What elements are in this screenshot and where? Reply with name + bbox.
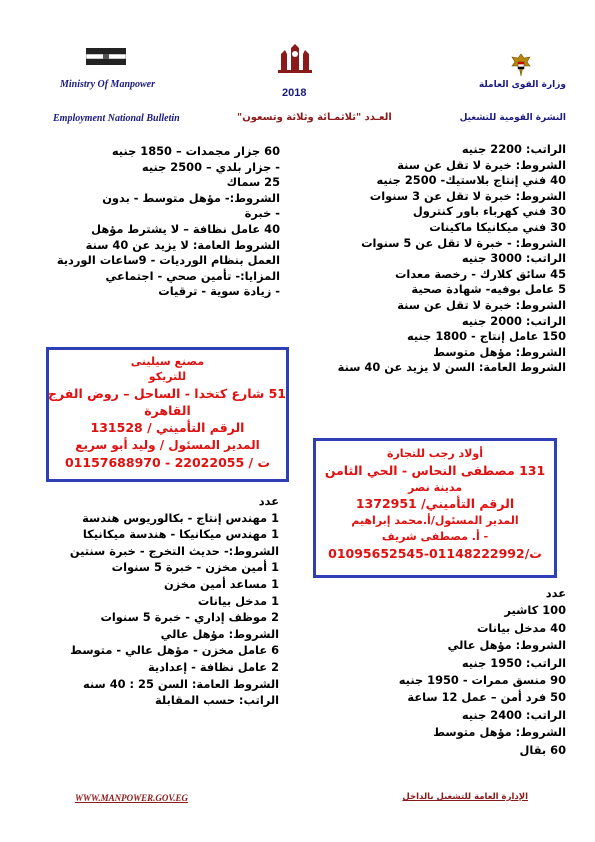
company-title: مصنع سيلينى (130, 355, 205, 368)
flag-logo (86, 46, 126, 66)
list-item: الراتب: حسب المقابلة (155, 693, 279, 708)
company-subtitle: للتريكو (148, 370, 187, 383)
list-item: العمل بنظام الورديات - 9ساعات الوردية (56, 253, 280, 268)
footer-website-link[interactable]: WWW.MANPOWER.GOV.EG (75, 793, 188, 803)
company-phone: ت/01148222992-01095652545 (328, 546, 542, 561)
eagle-emblem-icon (510, 52, 532, 78)
list-item: الشروط:- مؤهل متوسط - بدون (102, 190, 280, 205)
company-manager: المدير المسئول / وليد أبو سريع (75, 438, 260, 452)
company-manager: المدير المسئول/أ.محمد إبراهيم (351, 514, 519, 527)
list-item: الراتب: 3000 جنيه (461, 251, 566, 266)
list-item: الشروط: خبرة لا تقل عن سنة (397, 157, 566, 172)
list-item: 1 مهندس ميكانيكا - هندسة ميكانيكا (82, 527, 279, 542)
list-item: 60 جزار مجمدات – 1850 جنيه (111, 144, 280, 158)
list-item: 60 بقال (519, 742, 566, 757)
footer-department: الإدارة العامة للتشغيل بالداخل (402, 792, 528, 802)
list-item: 2 عامل نظافة - إعدادية (147, 659, 279, 674)
list-item: 100 كاشير (504, 603, 566, 618)
list-item: 40 عامل نظافة – لا يشترط مؤهل (91, 221, 280, 236)
bulletin-name-ar: النشرة القومية للتشغيل (459, 113, 566, 123)
list-item: الشروط: مؤهل متوسط (433, 725, 566, 740)
insurance-number: الرقم التأميني / 131528 (90, 420, 245, 435)
company-box-seliny (46, 347, 289, 482)
list-item: - خبرة (244, 206, 280, 221)
list-item: - زيادة سوية - ترقيات (158, 284, 280, 299)
list-item: 1 مهندس إنتاج - بكالوريوس هندسة (82, 510, 279, 525)
list-item: الشروط العامة: لا يزيد عن 40 سنة (85, 237, 280, 252)
list-item: الشروط: خبرة لا تقل عن سنة (397, 297, 566, 312)
list-item: 6 عامل مخزن - مؤهل عالي - متوسط (70, 643, 279, 658)
company-box-awlad-ragab (313, 438, 557, 578)
list-item: الشروط العامة: السن لا يزيد عن 40 سنة (337, 360, 566, 375)
list-item: الشروط: خبرة لا تقل عن 3 سنوات (369, 188, 566, 203)
company-phone: ت / 22022055 - 01157688970 (64, 455, 271, 470)
list-item: الشروط:- حديث التخرج - خبرة سنتين (69, 543, 279, 558)
bulletin-emblem-icon (275, 40, 315, 74)
list-item: 5 عامل بوفيه- شهادة صحية (411, 282, 566, 297)
right-column-upper (338, 142, 566, 376)
list-item: 150 عامل إنتاج - 1800 جنيه (406, 329, 566, 344)
issue-number: العـدد "ثلاثمـائة وثلاثة وتسعون" (237, 112, 392, 123)
company-city: مدينة نصر (407, 481, 463, 494)
column-header: عدد (258, 494, 279, 508)
list-item: 1 مساعد أمين مخزن (163, 576, 279, 591)
insurance-number: الرقم التأميني/ 1372951 (355, 496, 515, 511)
ministry-name-en: Ministry Of Manpower (60, 79, 156, 90)
list-item: الشروط العامة: السن 25 : 40 سنه (82, 676, 279, 691)
left-column-upper (57, 144, 280, 300)
column-header: عدد (545, 586, 566, 600)
list-item: الراتب: 1950 جنيه (461, 655, 566, 670)
list-item: - جزار بلدي – 2500 جنيه (141, 159, 280, 174)
list-item: الشروط: مؤهل متوسط (433, 344, 566, 359)
company-city: القاهرة (144, 403, 191, 418)
right-column-lower (399, 585, 566, 759)
list-item: 25 سماك (226, 175, 280, 190)
list-item: 1 أمين مخزن - خبرة 5 سنوات (111, 560, 279, 575)
list-item: 2 موظف إداري - خبرة 5 سنوات (100, 610, 279, 625)
bulletin-name-en: Employment National Bulletin (53, 113, 180, 124)
company-address: 51 شارع كتخدا - الساحل – روض الفرج (47, 386, 286, 401)
list-item: 40 مدخل بيانات (476, 620, 566, 635)
list-item: 45 سائق كلارك - رخصة معدات (394, 266, 566, 281)
list-item: 40 فني إنتاج بلاستيك- 2500 جنيه (376, 173, 566, 188)
list-item: المزايا:- تأمين صحي - اجتماعي (105, 268, 280, 283)
list-item: 90 منسق ممرات - 1950 جنيه (398, 673, 566, 688)
list-item: الشروط: - خبرة لا تقل عن 5 سنوات (361, 235, 566, 250)
list-item: 30 فني كهرباء باور كنترول (412, 204, 566, 219)
list-item: الراتب: 2000 جنيه (461, 313, 566, 328)
left-column-lower (70, 493, 279, 709)
company-title: أولاد رجب للتجارة (386, 447, 483, 460)
list-item: 50 فرد أمن – عمل 12 ساعة (407, 690, 566, 705)
list-item: الراتب: 2200 جنيه (461, 142, 566, 156)
company-manager-2: - أ. مصطفى شريف (381, 530, 489, 543)
list-item: الشروط: مؤهل عالي (160, 626, 279, 641)
list-item: 30 فني ميكانيكا ماكينات (429, 219, 566, 234)
company-address: 131 مصطفى النحاس - الحي الثامن (324, 463, 546, 478)
list-item: 1 مدخل بيانات (197, 593, 279, 608)
list-item: الراتب: 2400 جنيه (461, 707, 566, 722)
ministry-name-ar: وزارة القوى العاملة (478, 80, 566, 90)
year-label: 2018 (282, 87, 307, 99)
list-item: الشروط: مؤهل عالي (447, 638, 566, 653)
